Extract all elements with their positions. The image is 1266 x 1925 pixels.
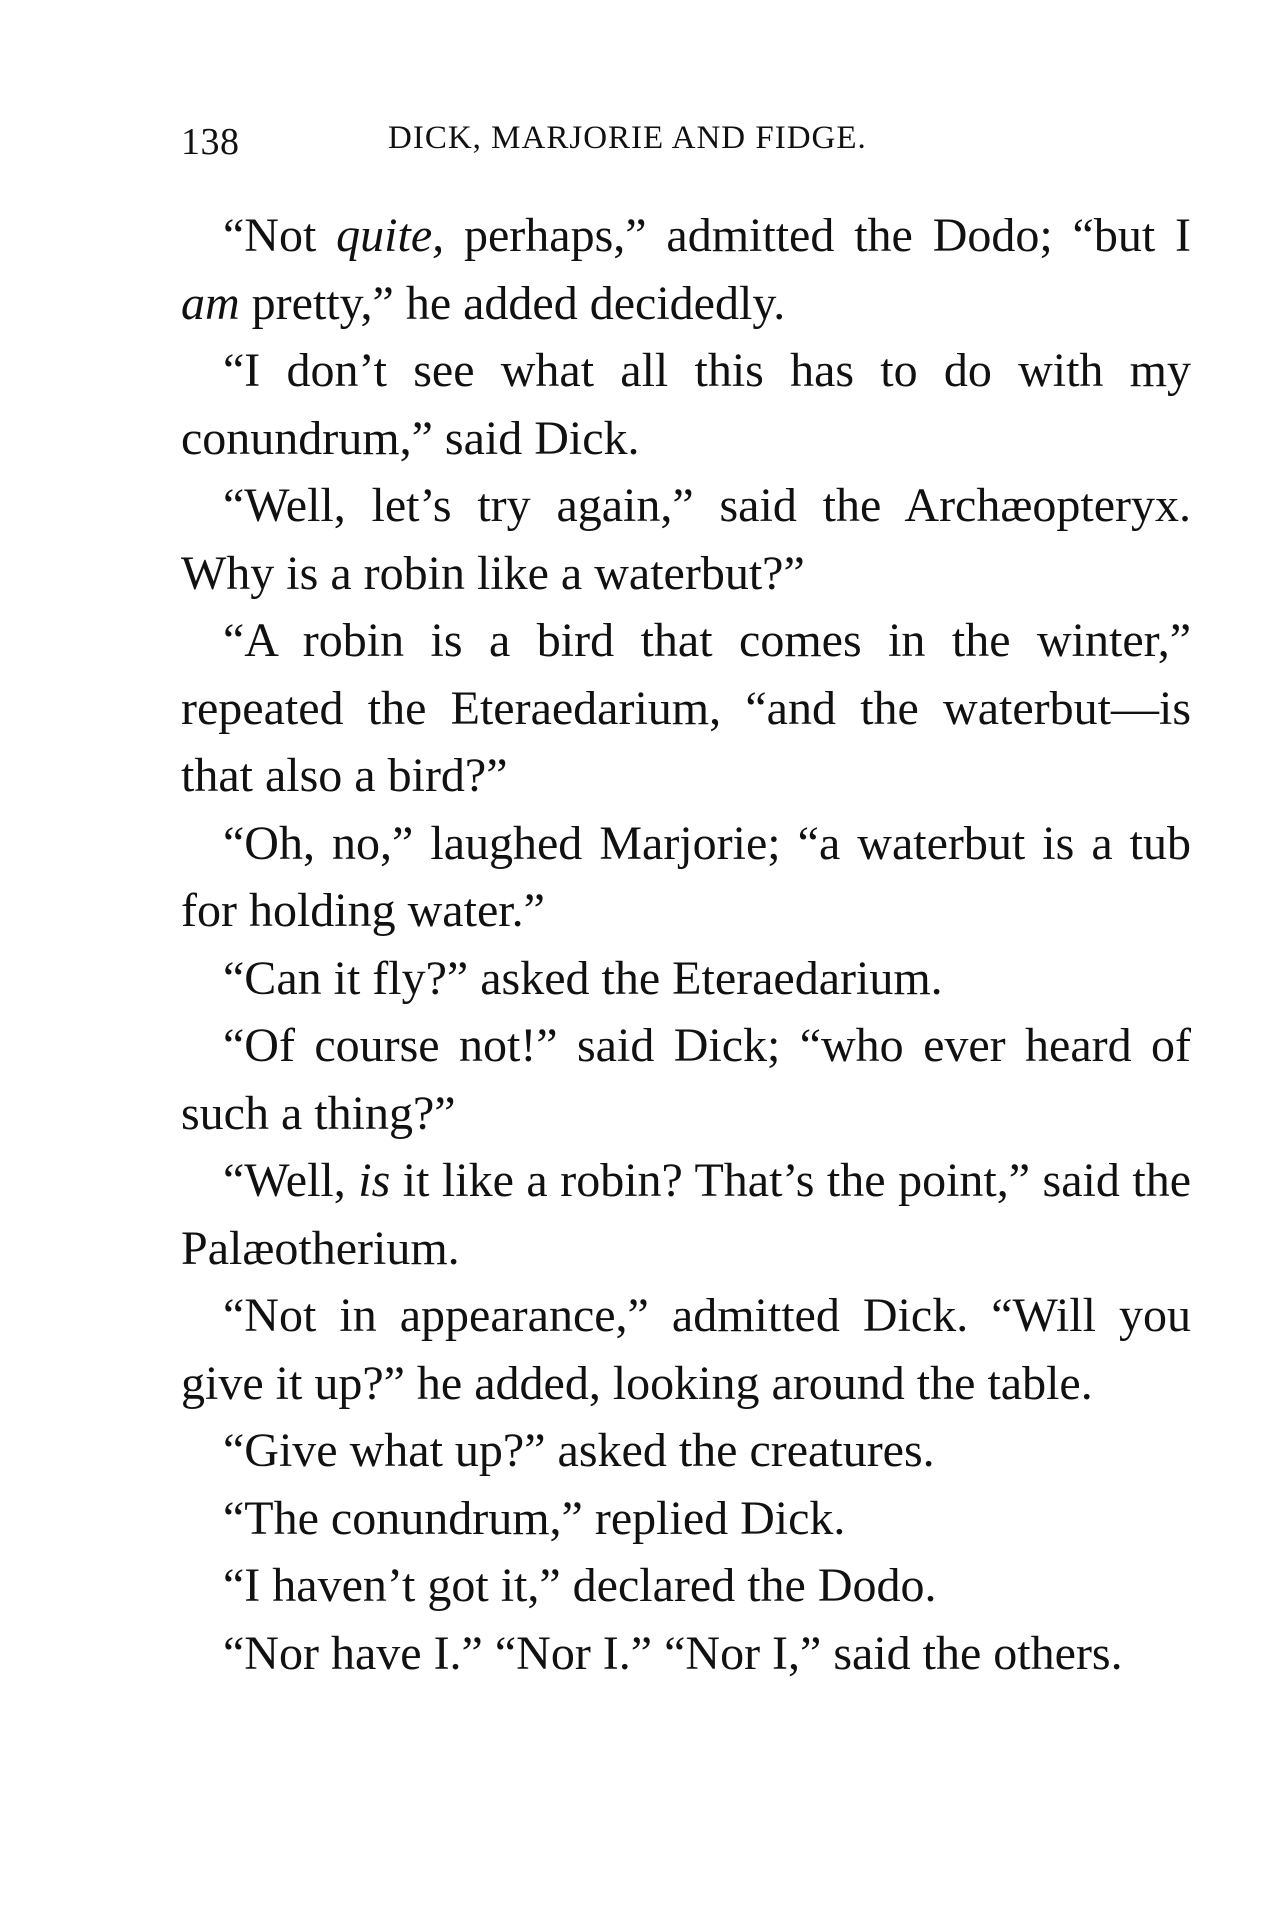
paragraph: “Oh, no,” laughed Marjorie; “a waterbut is a tub for holding water.” (181, 816, 1191, 937)
paragraph: “Well, is it like a robin? That’s the point,” said the Palæotherium. (181, 1154, 1192, 1275)
paragraph: “Not in appearance,” admitted Dick. “Will you give it up?” he added, looking around the table. (181, 1289, 1191, 1410)
paragraph: “Well, let’s try again,” said the Archæopteryx. Why is a robin like a waterbut?” (181, 479, 1191, 600)
page-number: 138 (181, 121, 240, 163)
paragraph: “Of course not!” said Dick; “who ever heard of such a thing?” (181, 1019, 1191, 1140)
running-title: DICK, MARJORIE AND FIDGE. (388, 120, 867, 156)
body-text (181, 202, 1191, 1687)
paragraph: “A robin is a bird that comes in the winter,” repeated the Eteraedarium, “and the waterbut—is that also a bird?” (181, 614, 1191, 802)
paragraph: “Give what up?” asked the creatures. (223, 1424, 935, 1477)
paragraph: “Can it fly?” asked the Eteraedarium. (223, 951, 943, 1005)
paragraph: “I don’t see what all this has to do with my conundrum,” said Dick. (181, 344, 1191, 465)
paragraph: “The conundrum,” replied Dick. (223, 1491, 846, 1545)
page-header (181, 120, 1191, 164)
paragraph: “Nor have I.” “Nor I.” “Nor I,” said the others. (223, 1626, 1123, 1680)
paragraph: “I haven’t got it,” declared the Dodo. (223, 1559, 937, 1612)
paragraph: “Not quite, perhaps,” admitted the Dodo; “but I am pretty,” he added decidedly. (181, 209, 1191, 330)
